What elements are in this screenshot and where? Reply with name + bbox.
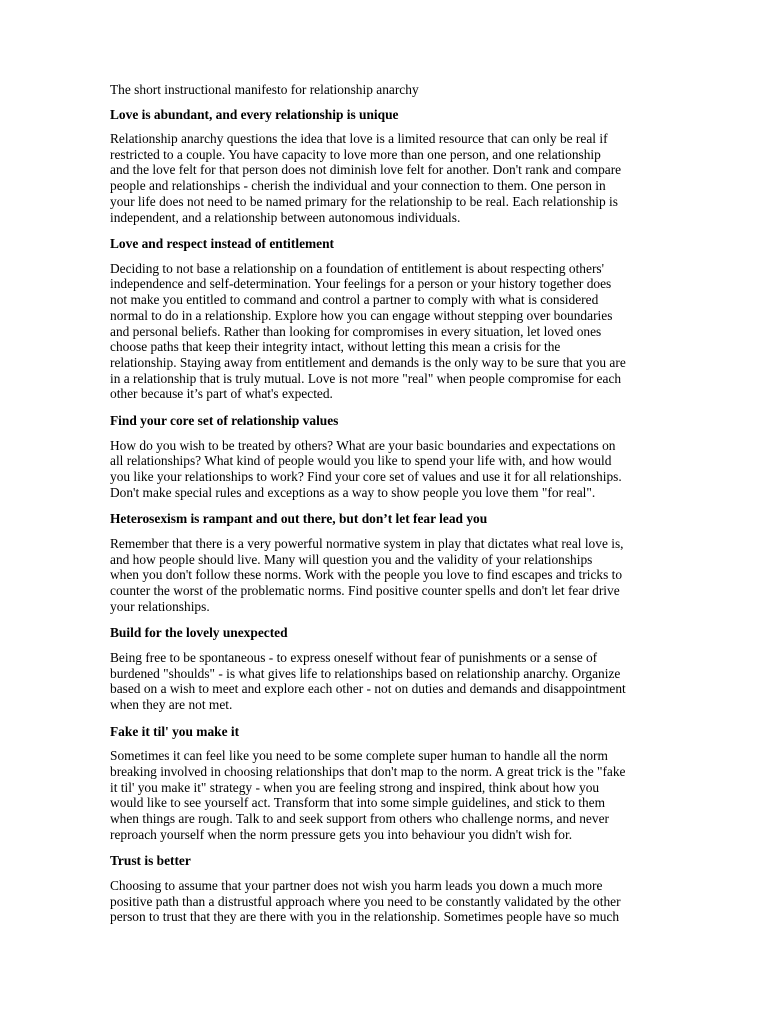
section-paragraph [110, 131, 658, 225]
paragraph-line: when they are not met. [110, 696, 233, 712]
paragraph-line: Choosing to assume that your partner does not wish you harm leads you down a much more [110, 877, 603, 893]
section-heading: Love and respect instead of entitlement [110, 236, 335, 252]
section-paragraph [110, 748, 658, 842]
paragraph-line: Deciding to not base a relationship on a foundation of entitlement is about respecting others' [110, 260, 605, 276]
paragraph-line: would like to see yourself act. Transform that into some simple guidelines, and stick to them [110, 795, 606, 811]
paragraph-line: Being free to be spontaneous - to express oneself without fear of punishments or a sense of [110, 649, 598, 665]
paragraph-line: reproach yourself when the norm pressure gets you into behaviour you didn't wish for. [110, 826, 573, 842]
section-paragraph [110, 650, 658, 713]
section-heading: Fake it til' you make it [110, 723, 240, 739]
section-paragraph [110, 878, 658, 925]
document-title: The short instructional manifesto for relationship anarchy [110, 82, 419, 97]
paragraph-line: when you don't follow these norms. Work with the people you love to find escapes and tricks to [110, 567, 623, 583]
paragraph-line: other because it’s part of what's expected. [110, 386, 333, 402]
section [110, 236, 658, 402]
section-heading: Find your core set of relationship values [110, 413, 339, 429]
paragraph-line: and the love felt for that person does not diminish love felt for another. Don't rank and compare [110, 162, 622, 178]
paragraph-line: when things are rough. Talk to and seek support from others who challenge norms, and never [110, 811, 609, 826]
paragraph-line: counter the worst of the problematic norms. Find positive counter spells and don't let fear drive [110, 582, 620, 598]
paragraph-line: you like your relationships to work? Find your core set of values and use it for all relationships. [110, 468, 622, 484]
paragraph-line: positive path than a distrustful approach where you need to be constantly validated by the other [110, 893, 621, 909]
section-heading: Trust is better [110, 853, 191, 869]
paragraph-line: in a relationship that is truly mutual. Love is not more "real" when people compromise for each [110, 370, 622, 386]
paragraph-line: based on a wish to meet and explore each other - not on duties and demands and disappointment [110, 681, 626, 697]
section-heading: Heterosexism is rampant and out there, but don’t let fear lead you [110, 511, 488, 527]
paragraph-line: and how people should live. Many will question you and the validity of your relationships [110, 551, 593, 567]
section [110, 413, 658, 500]
paragraph-line: Sometimes it can feel like you need to be some complete super human to handle all the norm [110, 748, 608, 764]
paragraph-line: independent, and a relationship between autonomous individuals. [110, 209, 461, 225]
section [110, 625, 658, 712]
section [110, 511, 658, 614]
paragraph-line: person to trust that they are there with you in the relationship. Sometimes people have so much [110, 909, 620, 925]
paragraph-line: Remember that there is a very powerful normative system in play that dictates what real love is, [110, 535, 624, 551]
section-paragraph [110, 438, 658, 501]
paragraph-line: relationship. Staying away from entitlement and demands is the only way to be sure that you are [110, 354, 626, 370]
section [110, 107, 658, 226]
paragraph-line: How do you wish to be treated by others? What are your basic boundaries and expectations on [110, 437, 616, 453]
paragraph-line: burdened "shoulds" - is what gives life to relationships based on relationship anarchy. Organize [110, 665, 621, 681]
paragraph-line: not make you entitled to command and control a partner to comply with what is considered [110, 292, 599, 308]
section [110, 853, 658, 925]
section-heading: Build for the lovely unexpected [110, 625, 288, 641]
paragraph-line: breaking involved in choosing relationships that don't map to the norm. A great trick is the "fake [110, 763, 626, 779]
paragraph-line: restricted to a couple. You have capacity to love more than one person, and one relationship [110, 146, 601, 162]
paragraph-line: people and relationships - cherish the individual and your connection to them. One person in [110, 178, 606, 194]
paragraph-line: normal to do in a relationship. Explore how you can engage without stepping over boundaries [110, 307, 613, 323]
paragraph-line: your life does not need to be named primary for the relationship to be real. Each relationship is [110, 193, 618, 209]
document-body [110, 107, 658, 926]
paragraph-line: all relationships? What kind of people would you like to spend your life with, and how would [110, 453, 612, 469]
section [110, 724, 658, 843]
section-heading: Love is abundant, and every relationship is unique [110, 106, 399, 122]
paragraph-line: your relationships. [110, 598, 210, 614]
document-page [110, 82, 658, 936]
paragraph-line: Relationship anarchy questions the idea that love is a limited resource that can only be real if [110, 131, 608, 146]
paragraph-line: choose paths that keep their integrity intact, without letting this mean a crisis for the [110, 339, 561, 355]
paragraph-line: it til' you make it" strategy - when you are feeling strong and inspired, think about how you [110, 779, 600, 795]
paragraph-line: Don't make special rules and exceptions as a way to show people you love them "for real". [110, 484, 596, 500]
paragraph-line: independence and self-determination. Your feelings for a person or your history together does [110, 276, 612, 292]
section-paragraph [110, 536, 658, 615]
section-paragraph [110, 261, 658, 402]
paragraph-line: and personal beliefs. Rather than looking for compromises in every situation, let loved ones [110, 323, 602, 339]
